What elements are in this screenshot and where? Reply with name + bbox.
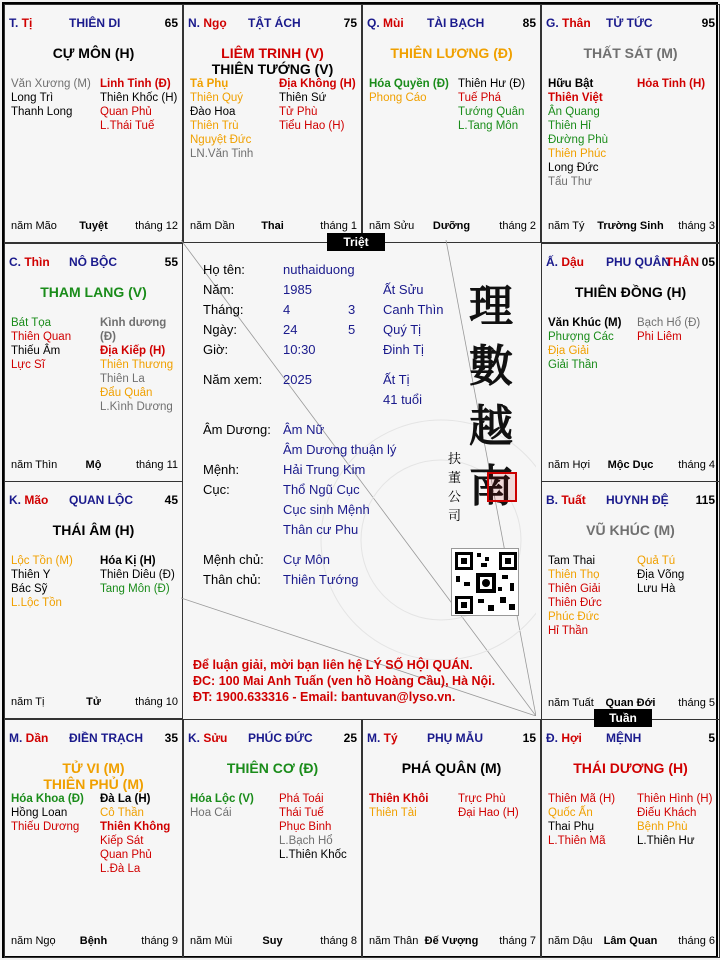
star-column-left [369,77,454,105]
palace-cell-mui [362,4,541,243]
star-column-right [637,77,720,91]
minor-star: L.Lộc Tồn [11,597,62,609]
minor-star: Linh Tinh (Đ) [100,78,171,90]
minor-star: Địa Võng [637,569,685,581]
minor-star: Văn Khúc (M) [548,317,622,329]
palace-branch: M. Tý [367,731,398,745]
minor-star: Thiên Hình (H) [637,793,713,805]
minor-star: Tang Môn (Đ) [100,583,170,595]
footer-year: năm Ngọ [11,935,56,947]
star-column-left [548,792,633,848]
label-cuc: Cục: [203,482,230,497]
value-tuoi: 41 tuổi [383,392,423,407]
minor-star: Địa Giải [548,345,589,357]
minor-star: Lưu Hà [637,583,676,595]
minor-star: Địa Không (H) [279,78,356,90]
minor-star: Tam Thai [548,555,596,567]
palace-header [188,731,357,745]
minor-star: Thiếu Dương [11,821,80,833]
minor-star: L.Tang Môn [458,120,519,132]
minor-star: Điếu Khách [637,807,697,819]
minor-star: Văn Xương (M) [11,78,91,90]
qr-code[interactable] [451,548,519,616]
palace-number: 55 [164,255,178,269]
footer-year: năm Mão [11,220,57,232]
footer-month: tháng 11 [135,459,178,471]
minor-star: Thiên Đức [548,597,602,609]
minor-star: Thiên Giải [548,583,601,595]
footer-year: năm Thìn [11,459,58,471]
main-stars [542,760,719,776]
palace-footer [367,220,536,234]
label-menh-chu: Mệnh chủ: [203,552,264,567]
palace-number: 75 [343,16,357,30]
palace-name: PHỤ MẪU [427,731,483,745]
triet-badge: Triệt [327,233,385,251]
palace-branch: C. Thìn [9,255,50,269]
palace-header [9,255,178,269]
label-than-chu: Thân chủ: [203,572,261,587]
minor-star: Nguyệt Đức [190,134,252,146]
footer-month: tháng 10 [135,696,178,708]
palace-branch: G. Thân [546,16,591,30]
minor-star: Thiên Hư (Đ) [458,78,526,90]
footer-year: năm Sửu [369,220,415,232]
star-column-left [11,316,96,372]
footer-month: tháng 4 [678,459,715,471]
star-column-right [279,77,362,133]
footer-stage: Trường Sinh [597,220,664,232]
minor-star: Thiên Sứ [279,92,327,104]
minor-star: L.Thiên Khốc [279,849,347,861]
palace-branch: K. Mão [9,493,49,507]
main-star: THIÊN ĐỒNG (H) [574,284,687,300]
value-nam-can: Ất Sửu [383,282,424,297]
minor-star: Phá Toái [279,793,324,805]
label-ho-ten: Họ tên: [203,262,245,277]
value-nam-xem-can: Ất Tị [383,372,410,387]
footer-month: tháng 2 [499,220,536,232]
value-am-duong: Âm Nữ [283,422,325,437]
footer-stage: Đế Vượng [424,935,479,947]
minor-star: Giải Thần [548,359,598,371]
palace-header [546,731,715,745]
minor-star: L.Thiên Hư [637,835,695,847]
value-gio: 10:30 [283,342,316,357]
palace-name: MỆNH [606,731,642,745]
logo-char-2: 數 [469,341,513,392]
main-stars [542,45,719,61]
minor-star: Cô Thần [100,807,144,819]
minor-star: Thiên Mã (H) [548,793,616,805]
star-column-right [100,77,183,133]
minor-star: Quốc Ấn [548,807,593,819]
main-stars [184,45,361,77]
palace-cell-than [541,4,720,243]
minor-star: Long Đức [548,162,599,174]
main-star: TỬ VI (M) [62,760,125,776]
footer-month: tháng 3 [678,220,715,232]
main-star: THÁI ÂM (H) [52,522,135,538]
minor-star: L.Thái Tuế [100,120,155,132]
main-star: LIÊM TRINH (V) [221,45,324,61]
palace-number: 15 [522,731,536,745]
palace-footer [9,696,178,710]
than-marker: THÂN [665,255,699,269]
star-column-right [637,554,720,596]
palace-branch: N. Ngọ [188,16,227,30]
minor-star: Tướng Quân [458,106,525,118]
star-column-right [279,792,362,862]
footer-year: năm Dậu [548,935,593,947]
minor-star: Hoa Cái [190,807,232,819]
minor-star: Thiên Y [11,569,51,581]
footer-year: năm Thân [369,935,419,947]
label-ngay: Ngày: [203,322,237,337]
minor-star: Thiếu Âm [11,345,61,357]
minor-star: Hóa Lộc (V) [190,793,254,805]
palace-footer [546,459,715,473]
palace-cell-tuat [541,481,720,720]
palace-name: PHÚC ĐỨC [248,731,313,745]
palace-footer [367,935,536,949]
main-star: THIÊN LƯƠNG (Đ) [390,45,513,61]
palace-footer [188,220,357,234]
palace-name: THIÊN DI [69,16,121,30]
palace-header [9,16,178,30]
contact-phone-email: ĐT: 1900.633316 - Email: bantuvan@lyso.vn. [193,690,456,704]
value-menh-chu: Cự Môn [283,552,330,567]
minor-star: Tả Phụ [190,78,229,90]
center-info-panel [181,240,536,716]
palace-number: 85 [522,16,536,30]
star-column-right [637,792,720,848]
palace-name: TỬ TỨC [606,16,653,30]
minor-star: Thiên Trù [190,120,239,132]
star-column-left [11,792,96,834]
value-thang-can: Canh Thìn [383,302,444,317]
palace-header [546,16,715,30]
minor-star: Thiên La [100,373,145,385]
minor-star: Phong Cáo [369,92,427,104]
palace-footer [188,935,357,949]
palace-cell-hoi [541,719,720,958]
palace-footer [9,935,178,949]
value-ho-ten: nuthaiduong [283,262,355,277]
palace-footer [9,220,178,234]
minor-star: Thiên Thương [100,359,174,371]
red-seal-stamp [487,472,517,502]
star-column-left [548,554,633,638]
minor-star: Hỏa Tinh (H) [637,78,706,90]
logo-small-text: 扶董公司 [448,452,462,524]
palace-branch: K. Sửu [188,731,228,745]
minor-star: L.Kình Dương [100,401,173,413]
label-menh: Mệnh: [203,462,240,477]
footer-stage: Bệnh [79,935,108,947]
logo-char-4: 南 [469,461,513,512]
minor-star: Quả Tú [637,555,676,567]
star-column-left [548,316,633,372]
minor-star: Phúc Đức [548,611,600,623]
main-stars [542,522,719,538]
value-cuc: Thổ Ngũ Cục [283,482,360,497]
palace-footer [9,459,178,473]
palace-number: 115 [695,493,715,507]
value-ngay-can: Quý Tị [383,322,422,337]
value-ngay-al: 5 [348,322,356,337]
palace-header [188,16,357,30]
star-column-right [100,316,183,414]
minor-star: Đào Hoa [190,106,236,118]
minor-star: Đại Hao (H) [458,807,519,819]
star-column-right [458,792,541,820]
palace-branch: B. Tuất [546,493,586,507]
value-nam-xem: 2025 [283,372,312,387]
main-star: CỰ MÔN (H) [52,45,135,61]
palace-cell-thin [4,243,183,482]
minor-star: Thiên Quý [190,92,244,104]
palace-header [546,493,715,507]
star-column-left [11,77,96,119]
footer-stage: Thai [261,220,284,232]
footer-month: tháng 12 [135,220,178,232]
star-column-right [100,792,183,876]
value-ngay: 24 [283,322,298,337]
palace-cell-ty2 [362,719,541,958]
label-nam-xem: Năm xem: [203,372,263,387]
footer-stage: Dưỡng [432,220,471,232]
footer-year: năm Tý [548,220,585,232]
footer-month: tháng 8 [320,935,357,947]
footer-stage: Tuyệt [79,220,108,232]
minor-star: L.Bạch Hổ [279,835,333,847]
minor-star: Quan Phủ [100,849,152,861]
minor-star: Trực Phù [458,793,506,805]
minor-star: Thiên Hỉ [548,120,591,132]
minor-star: Kiếp Sát [100,835,144,847]
minor-star: Hóa Quyền (Đ) [369,78,449,90]
label-gio: Giờ: [203,342,229,357]
minor-star: Thiên Diêu (Đ) [100,569,175,581]
footer-stage: Mộ [85,459,102,471]
palace-number: 5 [708,731,715,745]
star-column-right [100,554,183,596]
palace-number: 95 [701,16,715,30]
tuan-badge: Tuần [594,709,652,727]
palace-name: QUAN LỘC [69,493,133,507]
minor-star: LN.Văn Tinh [190,148,254,160]
palace-number: 25 [343,731,357,745]
minor-star: Đà La (H) [100,793,151,805]
palace-header [367,731,536,745]
value-cuc-2: Cục sinh Mệnh [283,502,370,517]
minor-star: Phượng Các [548,331,614,343]
value-menh: Hải Trung Kim [283,462,366,477]
minor-star: Bát Tọa [11,317,52,329]
minor-star: Thai Phụ [548,821,595,833]
palace-number: 45 [164,493,178,507]
palace-name: HUYNH ĐỆ [606,493,669,507]
footer-month: tháng 5 [678,697,715,709]
minor-star: Lộc Tồn (M) [11,555,73,567]
palace-cell-dau [541,243,720,482]
label-thang: Tháng: [203,302,244,317]
minor-star: Hóa Kị (H) [100,555,156,567]
star-column-left [190,792,275,820]
palace-number: 05 [701,255,715,269]
palace-cell-dan [4,719,183,958]
footer-year: năm Tị [11,696,45,708]
palace-cell-ngo [183,4,362,243]
minor-star: Tuế Phá [458,92,502,104]
palace-cell-suu [183,719,362,958]
main-star: THIÊN PHỦ (M) [43,776,144,792]
value-am-duong-2: Âm Dương thuận lý [283,442,397,457]
main-stars [5,45,182,61]
palace-footer [546,220,715,234]
palace-header [367,16,536,30]
value-cuc-3: Thân cư Phu [283,522,359,537]
minor-star: Thiên Thọ [548,569,600,581]
main-stars [363,45,540,61]
minor-star: L.Thiên Mã [548,835,606,847]
main-stars [184,760,361,776]
minor-star: Hỉ Thần [548,625,589,637]
star-column-left [369,792,454,820]
minor-star: Phục Binh [279,821,332,833]
main-star: THẤT SÁT (M) [583,45,678,61]
minor-star: Địa Kiếp (H) [100,345,166,357]
minor-star: Thiên Không [100,821,171,833]
minor-star: Hóa Khoa (Đ) [11,793,84,805]
footer-stage: Lâm Quan [603,935,658,947]
minor-star: Thiên Phúc [548,148,607,160]
main-star: THIÊN CƠ (Đ) [226,760,319,776]
footer-year: năm Dần [190,220,235,232]
footer-year: năm Tuất [548,697,594,709]
footer-stage: Tử [86,696,101,708]
minor-star: Thiên Tài [369,807,417,819]
footer-month: tháng 6 [678,935,715,947]
palace-name: TÀI BẠCH [427,16,485,30]
star-column-left [11,554,96,610]
palace-name: NÔ BỘC [69,255,117,269]
value-thang-al: 3 [348,302,356,317]
value-nam: 1985 [283,282,312,297]
star-column-right [637,316,720,344]
minor-star: Thiên Khốc (H) [100,92,178,104]
main-star: VŨ KHÚC (M) [586,522,675,538]
palace-cell-ty [4,4,183,243]
minor-star: Bác Sỹ [11,583,48,595]
palace-cell-mao [4,481,183,719]
contact-address: ĐC: 100 Mai Anh Tuấn (ven hồ Hoàng Cầu), Hà Nội. [193,674,496,688]
minor-star: Tấu Thư [548,176,592,188]
palace-branch: Đ. Hợi [546,731,582,745]
footer-month: tháng 7 [499,935,536,947]
footer-stage: Quan Đới [605,697,656,709]
palace-number: 35 [164,731,178,745]
contact-notice: Để luận giải, mời bạn liên hệ LÝ SỐ HỘI QUÁN. [193,658,473,672]
minor-star: Thiên Quan [11,331,72,343]
minor-star: Kình dương (Đ) [100,317,167,343]
minor-star: Ân Quang [548,106,600,118]
logo-char-1: 理 [469,281,513,332]
label-am-duong: Âm Dương: [203,422,271,437]
palace-branch: M. Dần [9,731,49,745]
palace-header [9,731,178,745]
palace-branch: Q. Mùi [367,16,404,30]
minor-star: Đẩu Quân [100,387,153,399]
minor-star: Phi Liêm [637,331,682,343]
minor-star: Lực Sĩ [11,359,45,371]
minor-star: Thái Tuế [279,807,324,819]
minor-star: Tử Phù [279,106,318,118]
minor-star: Quan Phủ [100,106,152,118]
footer-month: tháng 1 [320,220,357,232]
palace-header [546,255,715,269]
minor-star: L.Đà La [100,863,141,875]
value-than-chu: Thiên Tướng [283,572,359,587]
palace-name: ĐIỀN TRẠCH [69,731,143,745]
main-star: PHÁ QUÂN (M) [401,760,502,776]
label-nam: Năm: [203,282,235,297]
main-stars [5,760,182,792]
minor-star: Thiên Khôi [369,793,429,805]
minor-star: Bệnh Phù [637,821,688,833]
logo-char-3: 越 [469,401,513,452]
main-star: THAM LANG (V) [40,284,147,300]
minor-star: Tiểu Hao (H) [279,120,345,132]
minor-star: Thanh Long [11,106,73,118]
star-column-left [190,77,275,161]
star-column-right [458,77,541,133]
main-star: THÁI DƯƠNG (H) [573,760,688,776]
palace-header [9,493,178,507]
palace-branch: Ấ. Dậu [546,255,585,269]
main-stars [5,284,182,300]
palace-name: PHU QUÂN [606,255,671,269]
minor-star: Thiên Việt [548,92,603,104]
footer-stage: Suy [262,935,283,947]
footer-month: tháng 9 [141,935,178,947]
main-stars [363,760,540,776]
value-gio-can: Đinh Tị [383,342,424,357]
main-stars [5,522,182,538]
palace-number: 65 [164,16,178,30]
star-column-left [548,77,633,189]
main-stars [542,284,719,300]
footer-year: năm Hợi [548,459,591,471]
minor-star: Bạch Hổ (Đ) [637,317,701,329]
value-thang: 4 [283,302,291,317]
minor-star: Đường Phù [548,134,608,146]
palace-branch: T. Tị [9,16,33,30]
footer-stage: Mộc Dục [607,459,654,471]
palace-footer [546,935,715,949]
minor-star: Long Trì [11,92,54,104]
palace-name: TẬT ÁCH [248,16,301,30]
footer-year: năm Mùi [190,935,233,947]
minor-star: Hồng Loan [11,807,68,819]
main-star: THIÊN TƯỚNG (V) [211,61,334,77]
minor-star: Hữu Bật [548,78,594,90]
